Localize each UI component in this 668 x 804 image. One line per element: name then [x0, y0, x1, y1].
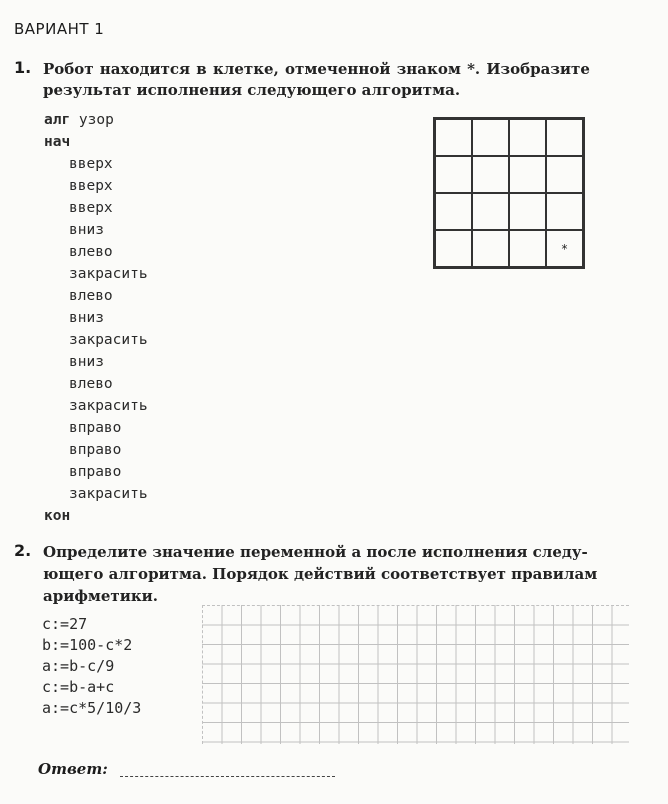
- command: влево: [69, 244, 113, 260]
- robot-field-grid: [433, 117, 585, 269]
- command: вправо: [69, 420, 122, 436]
- command: вниз: [69, 222, 104, 238]
- grid-cell[interactable]: [546, 119, 583, 156]
- code-line: c:=b-a+c: [42, 678, 115, 696]
- command: влево: [69, 376, 113, 392]
- command: вверх: [69, 178, 113, 194]
- grid-cell[interactable]: [435, 119, 472, 156]
- command: закрасить: [69, 266, 148, 282]
- code-line: a:=b-c/9: [42, 657, 115, 675]
- asterisk-marker: *: [561, 241, 568, 256]
- command: вправо: [69, 442, 122, 458]
- variant-heading: ВАРИАНТ 1: [14, 20, 105, 38]
- grid-cell[interactable]: [472, 230, 509, 267]
- command: вправо: [69, 464, 122, 480]
- scratch-grid[interactable]: [202, 605, 629, 744]
- grid-cell[interactable]: [472, 119, 509, 156]
- grid-cell[interactable]: [435, 193, 472, 230]
- begin-keyword: нач: [44, 134, 71, 150]
- code-line: a:=c*5/10/3: [42, 699, 142, 717]
- answer-field[interactable]: [120, 776, 335, 777]
- grid-cell[interactable]: [472, 193, 509, 230]
- command: вниз: [69, 354, 104, 370]
- alg-header-line: [44, 109, 148, 131]
- answer-label: Ответ:: [38, 760, 108, 778]
- task1-text-line1: Робот находится в клетке, отмеченной знаком *. Изобразите: [43, 60, 590, 78]
- grid-cell[interactable]: [509, 193, 546, 230]
- command: закрасить: [69, 486, 148, 502]
- task2-text-line3: арифметики.: [43, 587, 159, 605]
- task1-text-line2: результат исполнения следующего алгоритма.: [43, 81, 461, 99]
- robot-start-cell[interactable]: [546, 230, 583, 267]
- command: закрасить: [69, 398, 148, 414]
- grid-cell[interactable]: [472, 156, 509, 193]
- task2-text-line2: ющего алгоритма. Порядок действий соответствует правилам: [43, 565, 598, 583]
- grid-cell[interactable]: [509, 156, 546, 193]
- grid-cell[interactable]: [509, 119, 546, 156]
- command: закрасить: [69, 332, 148, 348]
- end-keyword: кон: [44, 508, 71, 524]
- alg-name: узор: [70, 112, 114, 128]
- algorithm-listing: [44, 109, 148, 527]
- task2-number: 2.: [14, 541, 32, 560]
- grid-cell[interactable]: [546, 156, 583, 193]
- code-line: b:=100-c*2: [42, 636, 133, 654]
- grid-cell[interactable]: [435, 156, 472, 193]
- task2-text-line1: Определите значение переменной a после исполнения следу-: [43, 543, 588, 561]
- grid-cell[interactable]: [435, 230, 472, 267]
- command: вверх: [69, 200, 113, 216]
- code-line: c:=27: [42, 615, 88, 633]
- grid-cell[interactable]: [509, 230, 546, 267]
- alg-keyword: алг: [44, 112, 71, 128]
- command: вверх: [69, 156, 113, 172]
- task2-code: [42, 614, 141, 719]
- grid-cell[interactable]: [546, 193, 583, 230]
- command: вниз: [69, 310, 104, 326]
- command: влево: [69, 288, 113, 304]
- task1-number: 1.: [14, 58, 32, 77]
